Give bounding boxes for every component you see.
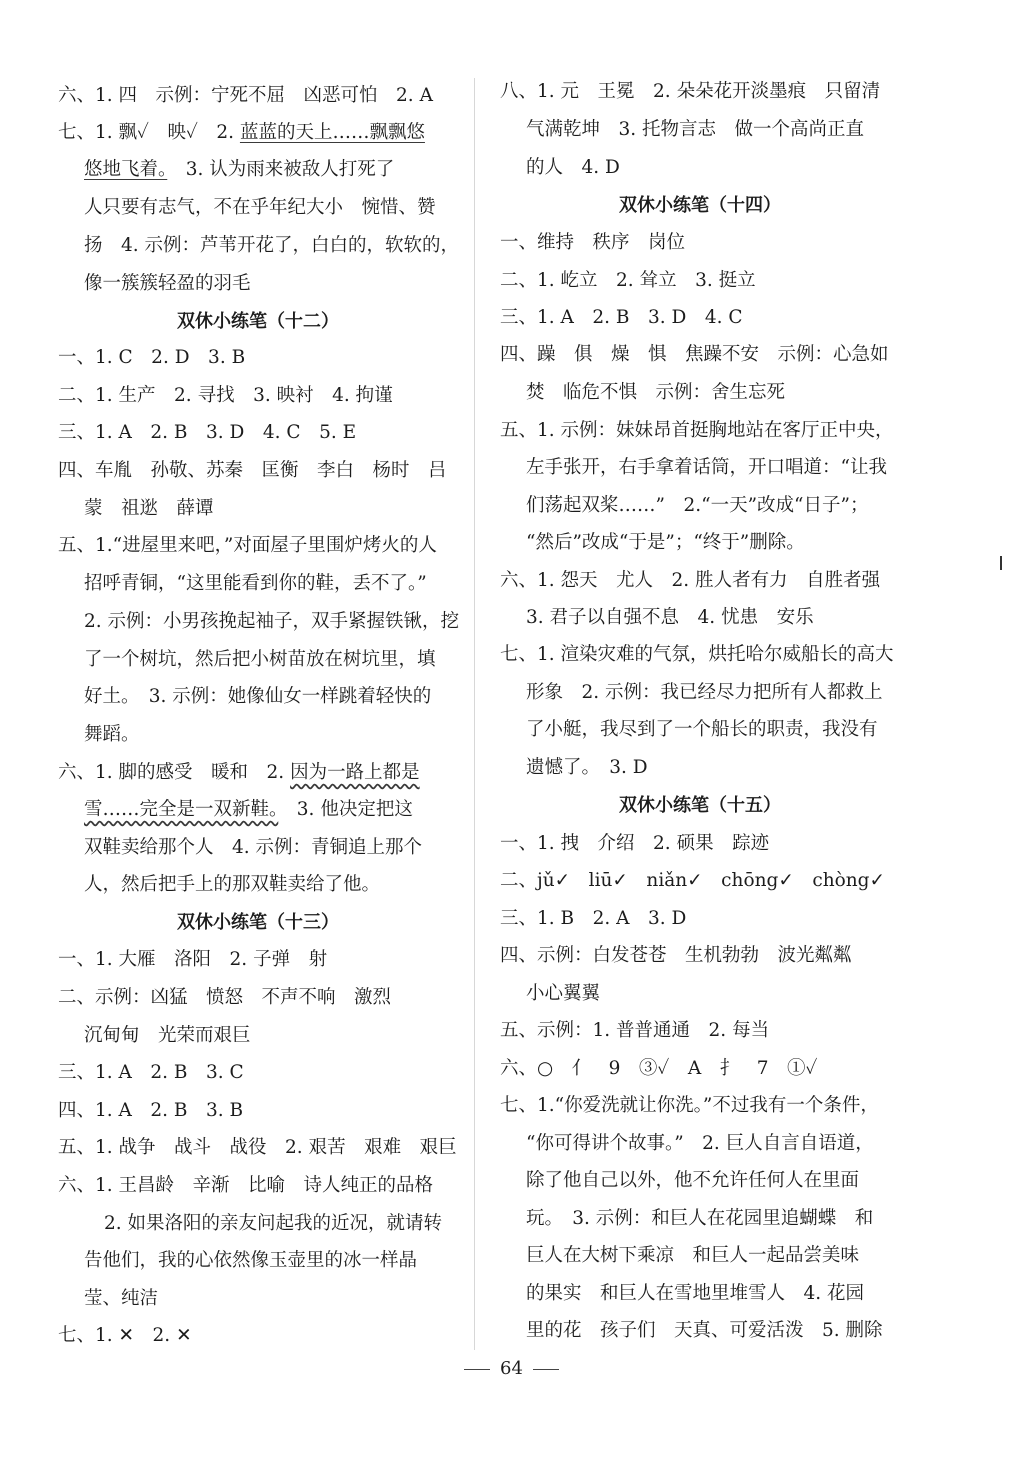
answer-line: 好土。 3. 示例：她像仙女一样跳着轻快的 [84,686,432,707]
answer-line: 二、1. 生产 2. 寻找 3. 映衬 4. 拘谨 [58,385,393,406]
page-number: 64 [500,1358,523,1379]
answer-line: 遗憾了。 3. D [526,757,648,778]
section-heading: 双休小练笔（十二） [177,311,339,332]
answer-line: “然后”改成“于是”；“终于”删除。 [526,532,805,553]
underlined-answer: 蓝蓝的天上……飘飘悠 [239,122,425,143]
answer-line: 玩。 3. 示例：和巨人在花园里追蝴蝶 和 [526,1208,874,1229]
answer-line: 除了他自己以外，他不允许任何人在里面 [526,1170,860,1191]
answer-line: 七、1.“你爱洗就让你洗。”不过我有一个条件， [500,1095,879,1116]
answer-line: 莹、纯洁 [84,1288,159,1309]
answer-line: 气满乾坤 3. 托物言志 做一个高尚正直 [526,119,865,140]
answer-line: 三、1. A 2. B 3. D 4. C 5. E [58,422,357,443]
answer-line: 八、1. 元 王冕 2. 朵朵花开淡墨痕 只留清 [500,81,881,102]
answer-line: 四、躁 俱 燥 惧 焦躁不安 示例：心急如 [500,344,889,365]
wavy-underlined-answer: 雪……完全是一双新鞋。 [84,799,279,820]
answer-line: 巨人在大树下乘凉 和巨人一起品尝美味 [526,1245,860,1266]
page-footer [0,1358,1023,1379]
answer-line: 扬 4. 示例：芦苇开花了，白白的，软软的， [84,235,460,256]
answer-line: 左手张开，右手拿着话筒，开口唱道：“让我 [526,457,887,478]
answer-line: 小心翼翼 [526,983,601,1004]
answer-line: 七、1. 飘✓ 映✓ 2. 蓝蓝的天上……飘飘悠 [58,122,425,143]
answer-line: 沉甸甸 光荣而艰巨 [84,1025,251,1046]
section-heading: 双休小练笔（十三） [177,912,339,933]
answer-line: 双鞋卖给那个人 4. 示例：青铜追上那个 [84,837,423,858]
answer-line: 人只要有志气，不在乎年纪大小 惋惜、赞 [84,197,436,218]
answer-line: 悠地飞着。 3. 认为雨来被敌人打死了 [84,159,395,180]
wavy-underlined-answer: 因为一路上都是 [290,762,420,783]
footer-dash-left [464,1369,490,1370]
answer-line: 六、1. 王昌龄 辛渐 比喻 诗人纯正的品格 [58,1175,434,1196]
answer-line: 五、1.“进屋里来吧，”对面屋子里围炉烤火的人 [58,535,437,556]
answer-line: 人，然后把手上的那双鞋卖给了他。 [84,874,381,895]
answer-line: 二、示例：凶猛 愤怒 不声不响 激烈 [58,987,392,1008]
underlined-answer: 悠地飞着。 [84,159,168,180]
answer-line: 五、1. 战争 战斗 战役 2. 艰苦 艰难 艰巨 [58,1137,457,1158]
answer-line: 雪……完全是一双新鞋。 3. 他决定把这 [84,799,413,820]
section-heading: 双休小练笔（十四） [619,195,781,216]
answer-line: 一、1. 大雁 洛阳 2. 子弹 射 [58,949,328,970]
answer-line: 里的花 孩子们 天真、可爱活泼 5. 删除 [526,1320,883,1341]
answer-line: 了小艇，我尽到了一个船长的职责，我没有 [526,719,878,740]
answer-line: 的果实 和巨人在雪地里堆雪人 4. 花园 [526,1283,865,1304]
answer-line: 二、jǔ✓ liū✓ niǎn✓ chōng✓ chòng✓ [500,870,886,891]
answer-line: 2. 如果洛阳的亲友问起我的近况，就请转 [104,1213,443,1234]
answer-line: 六、1. 怨天 尤人 2. 胜人者有力 自胜者强 [500,570,881,591]
answer-line: 舞蹈。 [84,724,140,745]
answer-line: 一、1. C 2. D 3. B [58,347,246,368]
answer-line: 七、1. ✕ 2. ✕ [58,1325,192,1346]
answer-line: 了一个树坑，然后把小树苗放在树坑里，填 [84,649,436,670]
answer-line: 形象 2. 示例：我已经尽力把所有人都救上 [526,682,883,703]
answer-line: 四、车胤 孙敬、苏秦 匡衡 李白 杨时 吕 [58,460,447,481]
answer-line: 蒙 祖逖 薛谭 [84,498,214,519]
answer-line: 七、1. 渲染灾难的气氛，烘托哈尔威船长的高大 [500,644,894,665]
answer-line: 四、示例：白发苍苍 生机勃勃 波光粼粼 [500,945,852,966]
margin-mark [1000,556,1002,570]
footer-dash-right [533,1369,559,1370]
column-divider [474,78,475,1350]
answer-line: 们荡起双桨……” 2.“一天”改成“日子”； [526,495,869,516]
answer-line: 五、示例：1. 普普通通 2. 每当 [500,1020,770,1041]
answer-line: 三、1. B 2. A 3. D [500,908,687,929]
answer-line: 告他们，我的心依然像玉壶里的冰一样晶 [84,1250,418,1271]
answer-line: 招呼青铜，“这里能看到你的鞋，丢不了。” [84,573,427,594]
answer-line: 焚 临危不惧 示例：舍生忘死 [526,382,786,403]
answer-line: 六、1. 脚的感受 暖和 2. 因为一路上都是 [58,762,420,783]
answer-line: 五、1. 示例：妹妹昂首挺胸地站在客厅正中央， [500,420,894,441]
answer-line: 四、1. A 2. B 3. B [58,1100,244,1121]
answer-line: 六、○ 亻 9 ③✓ A 扌 7 ①✓ [500,1058,818,1079]
answer-line: 一、1. 拽 介绍 2. 硕果 踪迹 [500,833,770,854]
answer-line: 六、1. 四 示例：宁死不屈 凶恶可怕 2. A [58,85,433,106]
answer-line: 2. 示例：小男孩挽起袖子，双手紧握铁锹，挖 [84,611,460,632]
answer-line: 三、1. A 2. B 3. C [58,1062,244,1083]
answer-line: 的人 4. D [526,157,620,178]
answer-line: 二、1. 屹立 2. 耸立 3. 挺立 [500,270,756,291]
answer-line: “你可得讲个故事。” 2. 巨人自言自语道， [526,1133,874,1154]
answer-line: 3. 君子以自强不息 4. 忧患 安乐 [526,607,814,628]
answer-line: 像一簇簇轻盈的羽毛 [84,273,251,294]
answer-line: 一、维持 秩序 岗位 [500,232,686,253]
answer-line: 三、1. A 2. B 3. D 4. C [500,307,743,328]
section-heading: 双休小练笔（十五） [619,795,781,816]
